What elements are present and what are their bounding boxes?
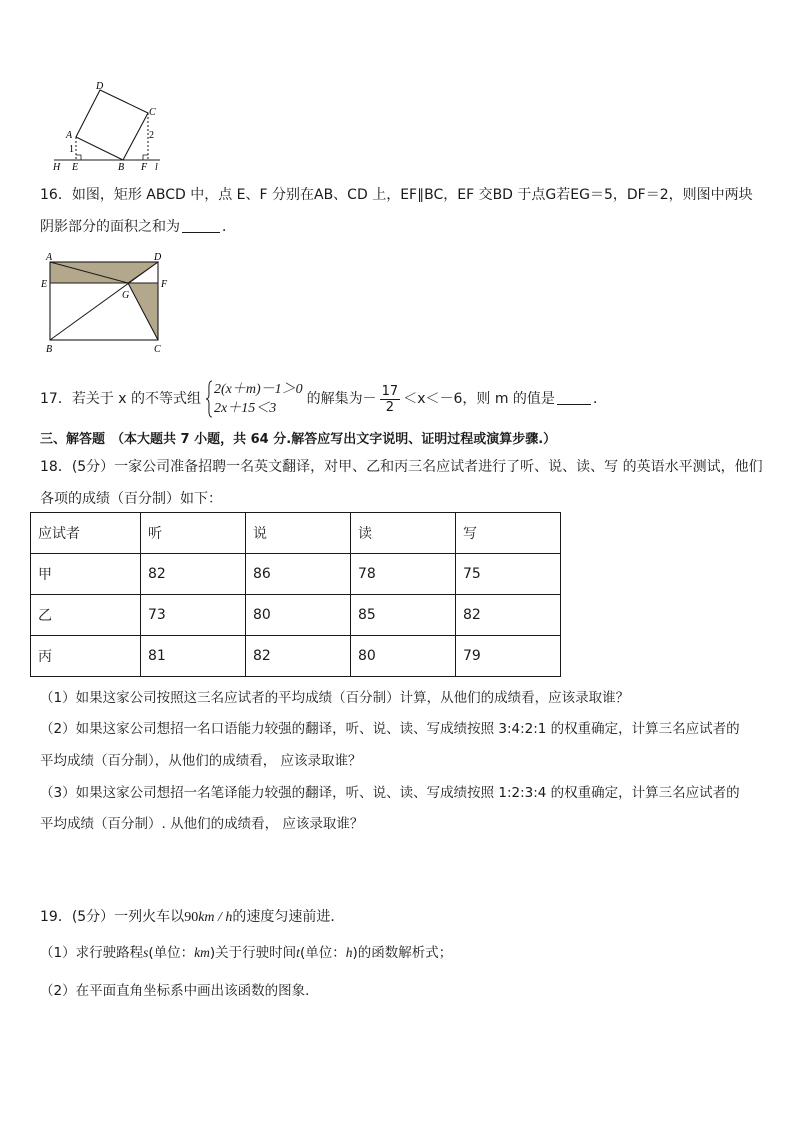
q15-label-b: B: [118, 162, 125, 173]
table-row: [31, 636, 561, 677]
table-cell: 82: [141, 554, 246, 595]
q16-line2-post: ．: [222, 219, 236, 235]
q17-fraction: [380, 384, 401, 415]
q16-label-g: G: [122, 290, 130, 301]
brace-icon: [205, 380, 213, 418]
q16-label-c: C: [154, 344, 161, 355]
q19-sub1-e: )的函数解析式；: [352, 945, 453, 961]
q18-sub2a: （2）如果这家公司想招一名口语能力较强的翻译，听、说、读、写成绩按照 3:4:2:1 的权重确定，计算三名应试者的: [40, 721, 740, 737]
table-cell: 78: [351, 554, 456, 595]
q15-label-h: H: [53, 162, 61, 173]
q19-unit-km: km: [194, 945, 210, 960]
q15-label-c: C: [149, 107, 156, 118]
q15-label-f: F: [141, 162, 148, 173]
q15-label-e: E: [72, 162, 79, 173]
table-cell: 80: [351, 636, 456, 677]
table-cell: 甲: [31, 554, 141, 595]
q16-line2: [40, 217, 236, 237]
table-header-cell: 读: [351, 513, 456, 554]
q16-line1: 16．如图，矩形 ABCD 中，点 E、F 分别在AB、CD 上，EF∥BC，EF 交BD 于点G若EG＝5，DF＝2，则图中两块: [40, 187, 753, 203]
q17-prefix: 17．若关于 x 的不等式组: [40, 391, 201, 407]
q16-label-a: A: [46, 252, 53, 263]
q16-shade-top: [50, 262, 158, 283]
q19-var-t: t: [296, 945, 300, 960]
q18-sub1: （1）如果这家公司按照这三名应试者的平均成绩（百分制）计算，从他们的成绩看，应该录取谁？: [40, 690, 630, 706]
q17-end: ．: [592, 391, 607, 407]
table-cell: 79: [456, 636, 561, 677]
q15-figure: [48, 78, 168, 174]
table-header-cell: 听: [141, 513, 246, 554]
section3-note: （本大题共 7 小题，共 64 分.解答应写出文字说明、证明过程或演算步骤.）: [111, 432, 557, 447]
q16-figure: [38, 250, 178, 356]
table-cell: 乙: [31, 595, 141, 636]
q16-label-d: D: [154, 252, 162, 263]
table-header-cell: 写: [456, 513, 561, 554]
q19-speed-value: 90: [184, 910, 199, 925]
q17-mid: 的解集为－: [306, 391, 377, 407]
table-cell: 75: [456, 554, 561, 595]
q15-label-l: l: [155, 162, 158, 173]
table-cell: 丙: [31, 636, 141, 677]
section3-heading: [40, 430, 556, 450]
q15-label-a: A: [66, 130, 73, 141]
q15-right-angle-e: [76, 155, 81, 160]
table-cell: 81: [141, 636, 246, 677]
table-cell: 82: [246, 636, 351, 677]
q16-label-e: E: [41, 279, 48, 290]
q19-sub2: （2）在平面直角坐标系中画出该函数的图象．: [40, 983, 319, 999]
q18-sub2b: 平均成绩（百分制），从他们的成绩看， 应该录取谁？: [40, 753, 362, 769]
q19-speed-unit: km / h: [198, 910, 233, 925]
q17-suffix: ＜x＜－6，则 m 的值是: [403, 391, 555, 407]
q16-line2-pre: 阴影部分的面积之和为: [40, 219, 180, 235]
q19-unit-h: h: [345, 945, 353, 960]
table-row: [31, 554, 561, 595]
q18-sub3a: （3）如果这家公司想招一名笔译能力较强的翻译，听、说、读、写成绩按照 1:2:3:4 的权重确定，计算三名应试者的: [40, 785, 740, 801]
q19-sub1-d: (单位：: [299, 945, 346, 961]
q15-label-1: 1: [69, 144, 74, 155]
q15-square: [76, 90, 148, 160]
q17-frac-den: 2: [385, 399, 395, 415]
q18-score-table: [30, 512, 561, 677]
q17-answer-blank[interactable]: [557, 390, 591, 405]
q19-sub1-b: (单位：: [148, 945, 195, 961]
table-header-cell: 应试者: [31, 513, 141, 554]
q19-line1: [40, 907, 344, 928]
table-header-cell: 说: [246, 513, 351, 554]
table-cell: 86: [246, 554, 351, 595]
table-cell: 80: [246, 595, 351, 636]
section3-title: 三、解答题: [40, 432, 106, 447]
table-header-row: [31, 513, 561, 554]
q19-line1-post: 的速度匀速前进．: [232, 909, 345, 925]
q19-sub1: [40, 943, 452, 963]
q17-ineq1: 2(x＋m)－1＞0: [214, 382, 303, 397]
q19-sub1-a: （1）求行驶路程: [40, 945, 144, 961]
q17-inequality-system: [205, 380, 303, 418]
table-cell: 82: [456, 595, 561, 636]
q15-right-angle-f: [143, 155, 148, 160]
q17-ineq2: 2x＋15＜3: [214, 401, 277, 416]
q16-label-f: F: [161, 279, 168, 290]
q16-label-b: B: [46, 344, 53, 355]
q18-line2: 各项的成绩（百分制）如下：: [40, 491, 222, 507]
q17-line: [40, 378, 607, 420]
q18-sub3b: 平均成绩（百分制）. 从他们的成绩看， 应该录取谁？: [40, 816, 364, 832]
table-row: [31, 595, 561, 636]
table-cell: 73: [141, 595, 246, 636]
q19-sub1-c: )关于行驶时间: [209, 945, 297, 961]
q15-label-2: 2: [149, 130, 154, 141]
q19-line1-pre: 19．(5分）一列火车以: [40, 909, 185, 925]
table-cell: 85: [351, 595, 456, 636]
q17-frac-num: 17: [381, 383, 399, 399]
q15-label-d: D: [96, 81, 104, 92]
q16-answer-blank[interactable]: [182, 218, 220, 233]
q18-line1: 18．(5分）一家公司准备招聘一名英文翻译，对甲、乙和丙三名应试者进行了听、说、读、写 的英语水平测试，他们: [40, 459, 763, 475]
q19-var-s: s: [143, 945, 149, 960]
